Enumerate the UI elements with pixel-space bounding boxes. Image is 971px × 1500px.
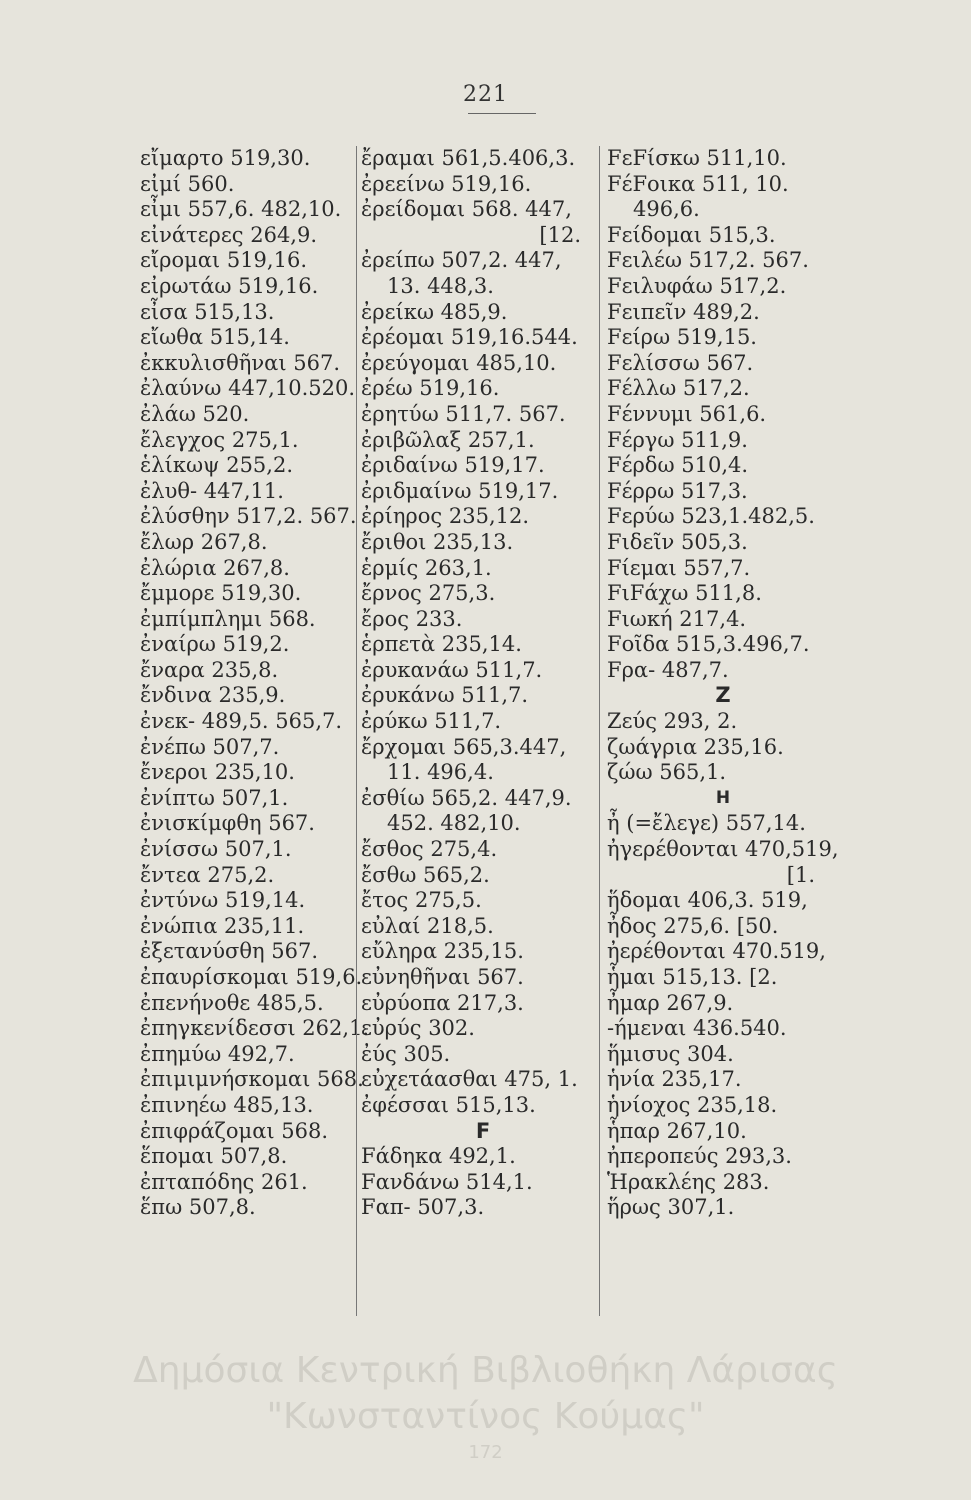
index-entry: ἐρυκανάω 511,7.	[361, 657, 543, 682]
index-entry: ἐφέσσαι 515,13.	[361, 1092, 536, 1117]
index-entry: ἐπαυρίσκομαι 519,6.	[140, 965, 363, 989]
index-entry: Fάδηκα 492,1.	[361, 1144, 516, 1169]
index-entry: ἐρίηρος 235,12.	[361, 504, 530, 529]
index-entry: ἐρείκω 485,9.	[361, 299, 508, 324]
index-entry: Fοῖδα 515,3.496,7.	[607, 632, 810, 657]
index-column-2	[356, 146, 605, 1316]
index-entry: ἐλώρια 267,8.	[140, 555, 290, 580]
index-entry: ἐριβῶλαξ 257,1.	[361, 427, 535, 452]
index-entry: Fιωκή 217,4.	[607, 606, 747, 631]
watermark-number: 172	[468, 1442, 503, 1463]
index-entry: ἐρείδομαι 568. 447,	[361, 197, 572, 222]
index-entry: ἐρεείνω 519,16.	[361, 171, 532, 196]
index-entry: ἔραμαι 561,5.406,3.	[361, 146, 576, 170]
index-entry: Fελίσσω 567.	[607, 350, 754, 375]
index-entry: ἐκκυλισθῆναι 567.	[140, 350, 341, 375]
index-entry: εἴμαρτο 519,30.	[140, 146, 311, 170]
index-entry: ἠπεροπεύς 293,3.	[607, 1144, 792, 1169]
index-entry: ἧπαρ 267,10.	[607, 1118, 747, 1143]
letter-heading: F	[475, 1118, 491, 1143]
index-entry: ἔρος 233.	[361, 606, 463, 631]
index-entry: ἧμαι 515,13. [2.	[607, 965, 778, 989]
index-entry: ἔντεα 275,2.	[140, 862, 275, 887]
index-entry: εὔληρα 235,15.	[361, 939, 524, 964]
index-entry: ἡνία 235,17.	[607, 1067, 742, 1092]
index-entry: Fέννυμι 561,6.	[607, 401, 767, 426]
index-entry: 13. 448,3.	[387, 273, 494, 298]
index-entry: ἐνίπτω 507,1.	[140, 785, 289, 810]
index-entry: Fειπεῖν 489,2.	[607, 299, 760, 324]
watermark-library-subtitle: "Κωνσταντίνος Κούμας"	[266, 1396, 705, 1437]
index-entry: ἡνίοχος 235,18.	[607, 1092, 778, 1117]
index-entry: ἠερέθονται 470.519,	[607, 939, 826, 964]
index-entry: εὐρύς 302.	[361, 1016, 475, 1041]
index-entry: ἐπιφράζομαι 568.	[140, 1118, 329, 1143]
index-entry: Fειλέω 517,2. 567.	[607, 248, 809, 273]
index-entry: Fερύω 523,1.482,5.	[607, 504, 815, 529]
index-entry: ἐξετανύσθη 567.	[140, 939, 319, 964]
index-entry: ἐπηγκενίδεσσι 262,1.	[140, 1016, 370, 1041]
index-entry: ἑρπετὰ 235,14.	[361, 632, 522, 657]
index-entry: ἔνδινα 235,9.	[140, 683, 286, 708]
index-entry: 496,6.	[633, 197, 700, 222]
index-column-1	[140, 146, 370, 1221]
index-entry: εἶμι 557,6. 482,10.	[140, 197, 342, 222]
index-entry: Fέρρω 517,3.	[607, 478, 748, 503]
index-entry: ἐνώπια 235,11.	[140, 913, 305, 938]
index-entry: εἴωθα 515,14.	[140, 325, 290, 350]
index-entry: εὐρύοπα 217,3.	[361, 990, 524, 1015]
index-entry: εἰνάτερες 264,9.	[140, 222, 318, 247]
index-entry: Fέρδω 510,4.	[607, 453, 749, 478]
index-entry: ἔσθος 275,4.	[361, 837, 498, 862]
index-entry: ἔλωρ 267,8.	[140, 529, 268, 554]
index-entry: ἐνέπω 507,7.	[140, 734, 280, 759]
index-entry: Fίεμαι 557,7.	[607, 555, 751, 580]
index-entry: Fαπ- 507,3.	[361, 1195, 485, 1220]
index-entry: ἐύς 305.	[361, 1041, 451, 1066]
index-entry: εὐλαί 218,5.	[361, 913, 494, 938]
index-entry: εἴρομαι 519,16.	[140, 248, 307, 273]
index-entry: FέFοικα 511, 10.	[607, 171, 789, 196]
index-entry: ἔναρα 235,8.	[140, 657, 279, 682]
index-entry: ἐλύσθην 517,2. 567.	[140, 504, 357, 529]
index-entry: ἐριδαίνω 519,17.	[361, 453, 545, 478]
index-entry: ἐρύκω 511,7.	[361, 709, 502, 734]
index-entry: ἐσθίω 565,2. 447,9.	[361, 785, 572, 810]
index-entry: Fέργω 511,9.	[607, 427, 748, 452]
index-entry: ἐρυκάνω 511,7.	[361, 683, 529, 708]
index-entry: ἑλίκωψ 255,2.	[140, 453, 293, 478]
index-entry: ἥρως 307,1.	[607, 1195, 735, 1220]
index-entry: εἶσα 515,13.	[140, 299, 275, 324]
index-entry: ἔρχομαι 565,3.447,	[361, 734, 567, 759]
index-column-3	[599, 146, 839, 1316]
index-entry: Fέλλω 517,2.	[607, 376, 750, 401]
index-entry: εἰμί 560.	[140, 171, 235, 196]
index-entry: Ἡρακλέης 283.	[607, 1169, 770, 1194]
index-entry: ἐρέομαι 519,16.544.	[361, 325, 578, 350]
index-entry: ἔμμορε 519,30.	[140, 581, 302, 606]
index-entry: [12.	[539, 222, 581, 247]
index-entry: ἐνισκίμφθη 567.	[140, 811, 315, 836]
index-entry: [1.	[786, 862, 815, 887]
index-entry: ἐντύνω 519,14.	[140, 888, 306, 913]
index-entry: ἕπομαι 507,8.	[140, 1144, 288, 1169]
index-entry: εὐχετάασθαι 475, 1.	[361, 1067, 578, 1092]
index-entry: ἐπταπόδης 261.	[140, 1169, 308, 1194]
index-entry: Fανδάνω 514,1.	[361, 1169, 533, 1194]
index-entry: -ήμεναι 436.540.	[607, 1016, 787, 1041]
index-entry: ἦ (=ἔλεγε) 557,14.	[607, 811, 806, 836]
index-entry: 11. 496,4.	[387, 760, 494, 785]
index-entry: ἑρμίς 263,1.	[361, 555, 492, 580]
index-entry: ἔλεγχος 275,1.	[140, 427, 299, 452]
index-entry: ἐρεύγομαι 485,10.	[361, 350, 557, 375]
index-entry: ἐρείπω 507,2. 447,	[361, 248, 562, 273]
index-entry: ἐπινηέω 485,13.	[140, 1092, 314, 1117]
index-entry: ἔτος 275,5.	[361, 888, 482, 913]
watermark-library-name: Δημόσια Κεντρική Βιβλιοθήκη Λάρισας	[133, 1350, 838, 1391]
index-entry: ἦμαρ 267,9.	[607, 990, 734, 1015]
index-entry: ἐπημύω 492,7.	[140, 1041, 295, 1066]
index-entry: Fείρω 519,15.	[607, 325, 757, 350]
index-entry: Fρα- 487,7.	[607, 657, 729, 682]
letter-heading: Z	[715, 683, 731, 708]
letter-heading: H	[715, 787, 731, 808]
index-entry: FεFίσκω 511,10.	[607, 146, 787, 170]
index-entry: ζώω 565,1.	[607, 760, 727, 785]
index-entry: ἐλάω 520.	[140, 401, 250, 426]
index-entry: Fειλυφάω 517,2.	[607, 273, 787, 298]
index-entry: ἐλαύνω 447,10.520.	[140, 376, 356, 401]
index-entry: ἐριδμαίνω 519,17.	[361, 478, 559, 503]
index-entry: ζωάγρια 235,16.	[607, 734, 784, 759]
index-entry: ἐπενήνοθε 485,5.	[140, 990, 324, 1015]
index-entry: Fιδεῖν 505,3.	[607, 529, 748, 554]
index-entry: Fείδομαι 515,3.	[607, 222, 776, 247]
index-entry: ἐρητύω 511,7. 567.	[361, 401, 566, 426]
index-entry: ἔριθοι 235,13.	[361, 529, 514, 554]
index-entry: ἔνεροι 235,10.	[140, 760, 295, 785]
index-entry: ἐρέω 519,16.	[361, 376, 500, 401]
index-entry: 452. 482,10.	[387, 811, 521, 836]
index-entry: FιFάχω 511,8.	[607, 581, 762, 606]
index-entry: εἰρωτάω 519,16.	[140, 273, 319, 298]
index-entry: ἐνεκ- 489,5. 565,7.	[140, 709, 343, 734]
index-entry: ἠγερέθονται 470,519,	[607, 837, 839, 862]
index-entry: ἐμπίμπλημι 568.	[140, 606, 316, 631]
index-entry: ἐπιμιμνήσκομαι 568.	[140, 1067, 364, 1092]
index-entry: ἔρνος 275,3.	[361, 581, 496, 606]
page-number: 221	[463, 82, 508, 107]
index-entry: ἥμισυς 304.	[607, 1041, 734, 1066]
index-entry: ἐναίρω 519,2.	[140, 632, 290, 657]
page-number-rule	[468, 113, 536, 114]
index-entry: ἔσθω 565,2.	[361, 862, 490, 887]
index-entry: εὐνηθῆναι 567.	[361, 965, 524, 989]
index-entry: ἐνίσσω 507,1.	[140, 837, 292, 862]
index-entry: ἕπω 507,8.	[140, 1195, 256, 1220]
index-entry: Ζεύς 293, 2.	[607, 709, 738, 734]
index-entry: ἐλυθ- 447,11.	[140, 478, 284, 503]
index-entry: ἦδος 275,6. [50.	[607, 913, 779, 938]
index-entry: ἥδομαι 406,3. 519,	[607, 888, 808, 913]
